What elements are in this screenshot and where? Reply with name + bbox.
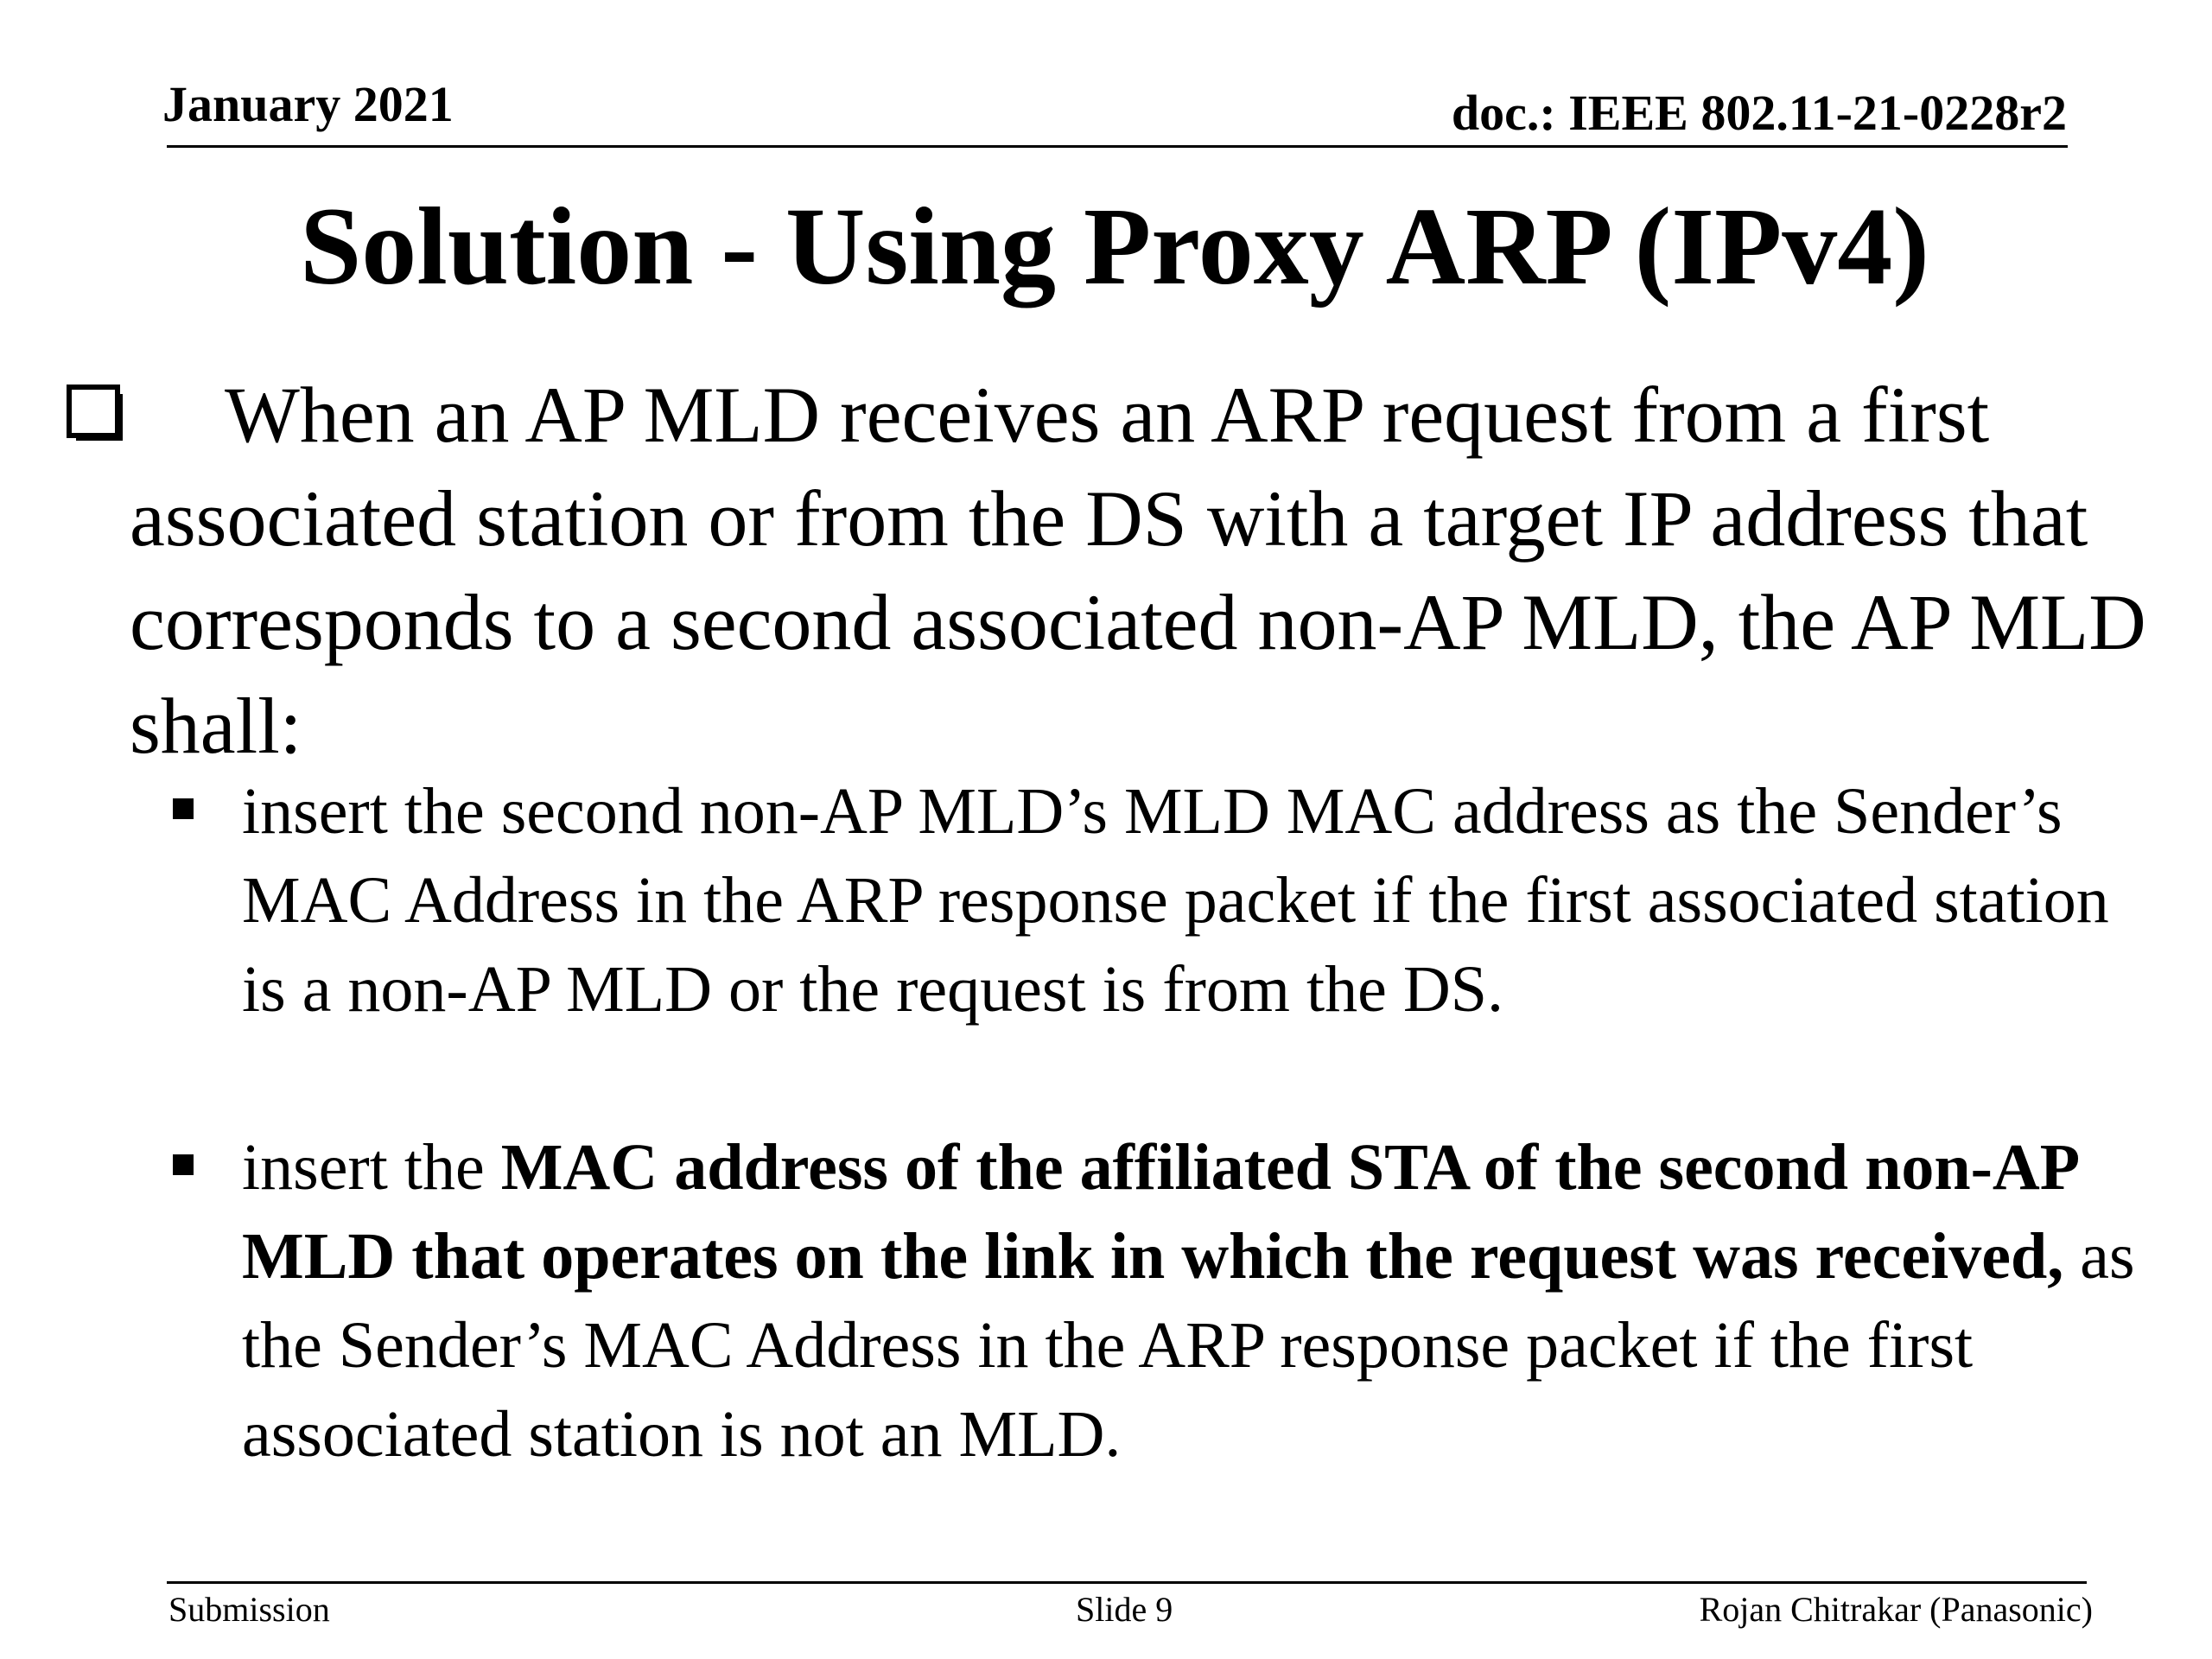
header-divider xyxy=(167,145,2068,148)
footer-divider xyxy=(167,1581,2087,1584)
sub-bullet-text xyxy=(242,1123,2143,1479)
header-doc-id: doc.: IEEE 802.11-21-0228r2 xyxy=(1451,85,2067,141)
main-bullet-text: When an AP MLD receives an ARP request from a first associated station or from the DS with a target IP address that corresponds to a second associated non-AP MLD, the AP MLD shall: xyxy=(130,371,2146,770)
sub-bullet-bold-text: MAC address of the affiliated STA of the second non-AP MLD that operates on the link in which the request was received, xyxy=(242,1131,2077,1293)
sub-bullet-suffix: as the Sender’s MAC Address in the ARP response packet if the first associated station is not an MLD. xyxy=(242,1220,2135,1471)
filled-square-bullet-icon xyxy=(173,798,194,819)
footer-submission: Submission xyxy=(168,1590,330,1629)
sub-bullet-text: insert the second non-AP MLD’s MLD MAC address as the Sender’s MAC Address in the ARP response packet if the first associated station is a non-AP MLD or the request is from the DS. xyxy=(242,775,2109,1026)
slide-title: Solution - Using Proxy ARP (IPv4) xyxy=(300,185,1929,308)
sub-bullet-prefix: insert the xyxy=(242,1131,501,1204)
footer-author: Rojan Chitrakar (Panasonic) xyxy=(1699,1590,2093,1629)
header-date: January 2021 xyxy=(162,76,454,132)
footer-slide-number: Slide 9 xyxy=(1076,1590,1173,1629)
filled-square-bullet-icon xyxy=(173,1154,194,1175)
